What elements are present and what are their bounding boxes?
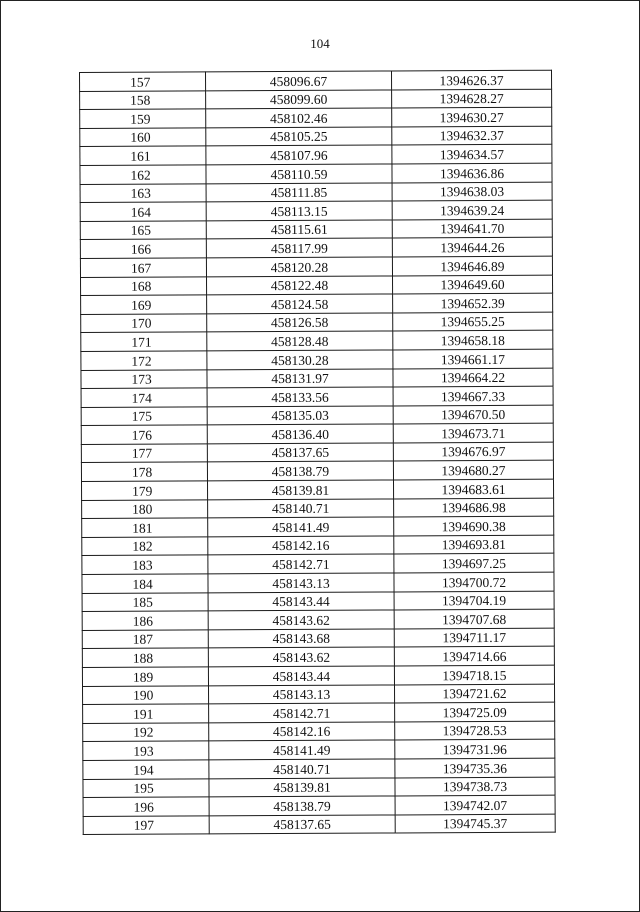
point-number-cell: 158	[80, 90, 206, 109]
y-coordinate-cell: 1394676.97	[393, 442, 553, 461]
point-number-cell: 166	[80, 239, 206, 258]
table-body	[80, 70, 556, 835]
y-coordinate-cell: 1394641.70	[392, 219, 552, 238]
point-number-cell: 168	[81, 276, 207, 295]
point-number-cell: 191	[83, 704, 209, 723]
x-coordinate-cell: 458133.56	[207, 387, 393, 407]
table-row	[82, 516, 554, 537]
x-coordinate-cell: 458137.65	[209, 815, 395, 835]
point-number-cell: 193	[83, 741, 209, 760]
y-coordinate-cell: 1394738.73	[395, 777, 555, 796]
point-number-cell: 195	[83, 778, 209, 797]
y-coordinate-cell: 1394632.37	[392, 126, 552, 145]
point-number-cell: 167	[80, 258, 206, 277]
table-row	[80, 163, 552, 184]
point-number-cell: 172	[81, 351, 207, 370]
point-number-cell: 184	[82, 574, 208, 593]
y-coordinate-cell: 1394628.27	[392, 89, 552, 108]
x-coordinate-cell: 458107.96	[206, 145, 392, 165]
point-number-cell: 162	[80, 165, 206, 184]
point-number-cell: 181	[82, 518, 208, 537]
point-number-cell: 192	[83, 723, 209, 742]
x-coordinate-cell: 458143.44	[208, 666, 394, 686]
point-number-cell: 171	[81, 332, 207, 351]
point-number-cell: 170	[81, 314, 207, 333]
y-coordinate-cell: 1394680.27	[393, 461, 553, 480]
x-coordinate-cell: 458143.62	[208, 610, 394, 630]
y-coordinate-cell: 1394728.53	[395, 721, 555, 740]
point-number-cell: 189	[82, 667, 208, 686]
x-coordinate-cell: 458102.46	[206, 108, 392, 128]
point-number-cell: 163	[80, 183, 206, 202]
point-number-cell: 183	[82, 555, 208, 574]
table-row	[80, 145, 552, 166]
coordinates-table	[79, 70, 556, 836]
table-row	[81, 349, 553, 370]
y-coordinate-cell: 1394661.17	[393, 349, 553, 368]
x-coordinate-cell: 458113.15	[206, 201, 392, 221]
x-coordinate-cell: 458143.68	[208, 629, 394, 649]
y-coordinate-cell: 1394704.19	[394, 591, 554, 610]
x-coordinate-cell: 458142.71	[208, 554, 394, 574]
x-coordinate-cell: 458124.58	[207, 294, 393, 314]
table-row	[80, 126, 552, 147]
x-coordinate-cell: 458105.25	[206, 127, 392, 147]
table-row	[80, 219, 552, 240]
y-coordinate-cell: 1394718.15	[394, 665, 554, 684]
y-coordinate-cell: 1394655.25	[393, 312, 553, 331]
y-coordinate-cell: 1394667.33	[393, 386, 553, 405]
point-number-cell: 175	[81, 407, 207, 426]
x-coordinate-cell: 458110.59	[206, 164, 392, 184]
point-number-cell: 180	[82, 500, 208, 519]
x-coordinate-cell: 458139.81	[207, 480, 393, 500]
table-row	[83, 740, 555, 761]
y-coordinate-cell: 1394735.36	[395, 758, 555, 777]
point-number-cell: 197	[83, 816, 209, 835]
point-number-cell: 176	[81, 425, 207, 444]
y-coordinate-cell: 1394742.07	[395, 795, 555, 814]
table-row	[80, 200, 552, 221]
point-number-cell: 185	[82, 593, 208, 612]
table-row	[81, 405, 553, 426]
point-number-cell: 187	[82, 630, 208, 649]
x-coordinate-cell: 458115.61	[206, 220, 392, 240]
point-number-cell: 160	[80, 128, 206, 147]
x-coordinate-cell: 458131.97	[207, 368, 393, 388]
x-coordinate-cell: 458136.40	[207, 424, 393, 444]
x-coordinate-cell: 458135.03	[207, 406, 393, 426]
table-row	[83, 721, 555, 742]
x-coordinate-cell: 458140.71	[209, 759, 395, 779]
table-row	[81, 312, 553, 333]
x-coordinate-cell: 458126.58	[207, 313, 393, 333]
table-row	[81, 386, 553, 407]
x-coordinate-cell: 458138.79	[207, 461, 393, 481]
table-row	[81, 331, 553, 352]
y-coordinate-cell: 1394658.18	[393, 331, 553, 350]
x-coordinate-cell: 458143.13	[208, 573, 394, 593]
table-row	[82, 665, 554, 686]
point-number-cell: 188	[82, 648, 208, 667]
table-row	[82, 498, 554, 519]
y-coordinate-cell: 1394673.71	[393, 423, 553, 442]
x-coordinate-cell: 458139.81	[209, 778, 395, 798]
y-coordinate-cell: 1394630.27	[392, 107, 552, 126]
table-row	[80, 238, 552, 259]
x-coordinate-cell: 458137.65	[207, 443, 393, 463]
table-row	[82, 554, 554, 575]
y-coordinate-cell: 1394664.22	[393, 368, 553, 387]
y-coordinate-cell: 1394697.25	[394, 554, 554, 573]
x-coordinate-cell: 458142.16	[209, 722, 395, 742]
table-row	[82, 647, 554, 668]
point-number-cell: 165	[80, 221, 206, 240]
y-coordinate-cell: 1394707.68	[394, 609, 554, 628]
y-coordinate-cell: 1394644.26	[392, 238, 552, 257]
point-number-cell: 179	[82, 481, 208, 500]
y-coordinate-cell: 1394626.37	[391, 70, 551, 89]
page-number: 104	[310, 36, 330, 51]
table-row	[82, 609, 554, 630]
table-row	[82, 479, 554, 500]
y-coordinate-cell: 1394745.37	[395, 814, 555, 833]
table-row	[80, 107, 552, 128]
x-coordinate-cell: 458096.67	[206, 71, 392, 91]
x-coordinate-cell: 458128.48	[207, 331, 393, 351]
x-coordinate-cell: 458111.85	[206, 183, 392, 203]
point-number-cell: 196	[83, 797, 209, 816]
table-row	[83, 795, 555, 816]
table-row	[83, 702, 555, 723]
point-number-cell: 169	[81, 295, 207, 314]
y-coordinate-cell: 1394638.03	[392, 182, 552, 201]
point-number-cell: 164	[80, 202, 206, 221]
table-row	[83, 684, 555, 705]
x-coordinate-cell: 458141.49	[208, 517, 394, 537]
x-coordinate-cell: 458130.28	[207, 350, 393, 370]
table-row	[80, 70, 552, 91]
point-number-cell: 190	[83, 685, 209, 704]
table-row	[82, 572, 554, 593]
y-coordinate-cell: 1394721.62	[394, 684, 554, 703]
x-coordinate-cell: 458143.13	[208, 685, 394, 705]
table-row	[80, 182, 552, 203]
y-coordinate-cell: 1394649.60	[392, 275, 552, 294]
x-coordinate-cell: 458138.79	[209, 796, 395, 816]
y-coordinate-cell: 1394646.89	[392, 256, 552, 275]
y-coordinate-cell: 1394634.57	[392, 145, 552, 164]
table-row	[82, 628, 554, 649]
point-number-cell: 157	[80, 72, 206, 91]
x-coordinate-cell: 458122.48	[207, 276, 393, 296]
y-coordinate-cell: 1394652.39	[393, 293, 553, 312]
x-coordinate-cell: 458140.71	[208, 499, 394, 519]
point-number-cell: 194	[83, 760, 209, 779]
x-coordinate-cell: 458117.99	[206, 238, 392, 258]
table-row	[81, 368, 553, 389]
table-row	[82, 535, 554, 556]
coordinates-table-wrapper	[79, 70, 555, 836]
point-number-cell: 159	[80, 109, 206, 128]
table-row	[81, 275, 553, 296]
y-coordinate-cell: 1394731.96	[395, 740, 555, 759]
y-coordinate-cell: 1394725.09	[395, 702, 555, 721]
x-coordinate-cell: 458141.49	[209, 740, 395, 760]
point-number-cell: 177	[81, 444, 207, 463]
table-row	[80, 89, 552, 110]
y-coordinate-cell: 1394690.38	[394, 516, 554, 535]
y-coordinate-cell: 1394711.17	[394, 628, 554, 647]
table-row	[81, 442, 553, 463]
y-coordinate-cell: 1394700.72	[394, 572, 554, 591]
point-number-cell: 173	[81, 369, 207, 388]
y-coordinate-cell: 1394714.66	[394, 647, 554, 666]
table-row	[81, 461, 553, 482]
x-coordinate-cell: 458120.28	[206, 257, 392, 277]
x-coordinate-cell: 458143.44	[208, 592, 394, 612]
table-row	[83, 814, 555, 835]
table-row	[82, 591, 554, 612]
table-row	[83, 777, 555, 798]
x-coordinate-cell: 458099.60	[206, 90, 392, 110]
x-coordinate-cell: 458142.71	[209, 703, 395, 723]
y-coordinate-cell: 1394639.24	[392, 200, 552, 219]
y-coordinate-cell: 1394636.86	[392, 163, 552, 182]
x-coordinate-cell: 458143.62	[208, 647, 394, 667]
y-coordinate-cell: 1394683.61	[393, 479, 553, 498]
y-coordinate-cell: 1394693.81	[394, 535, 554, 554]
point-number-cell: 186	[82, 611, 208, 630]
point-number-cell: 161	[80, 146, 206, 165]
table-row	[81, 293, 553, 314]
point-number-cell: 174	[81, 388, 207, 407]
point-number-cell: 182	[82, 537, 208, 556]
x-coordinate-cell: 458142.16	[208, 536, 394, 556]
point-number-cell: 178	[81, 462, 207, 481]
table-row	[83, 758, 555, 779]
table-row	[81, 423, 553, 444]
table-row	[80, 256, 552, 277]
y-coordinate-cell: 1394670.50	[393, 405, 553, 424]
y-coordinate-cell: 1394686.98	[394, 498, 554, 517]
